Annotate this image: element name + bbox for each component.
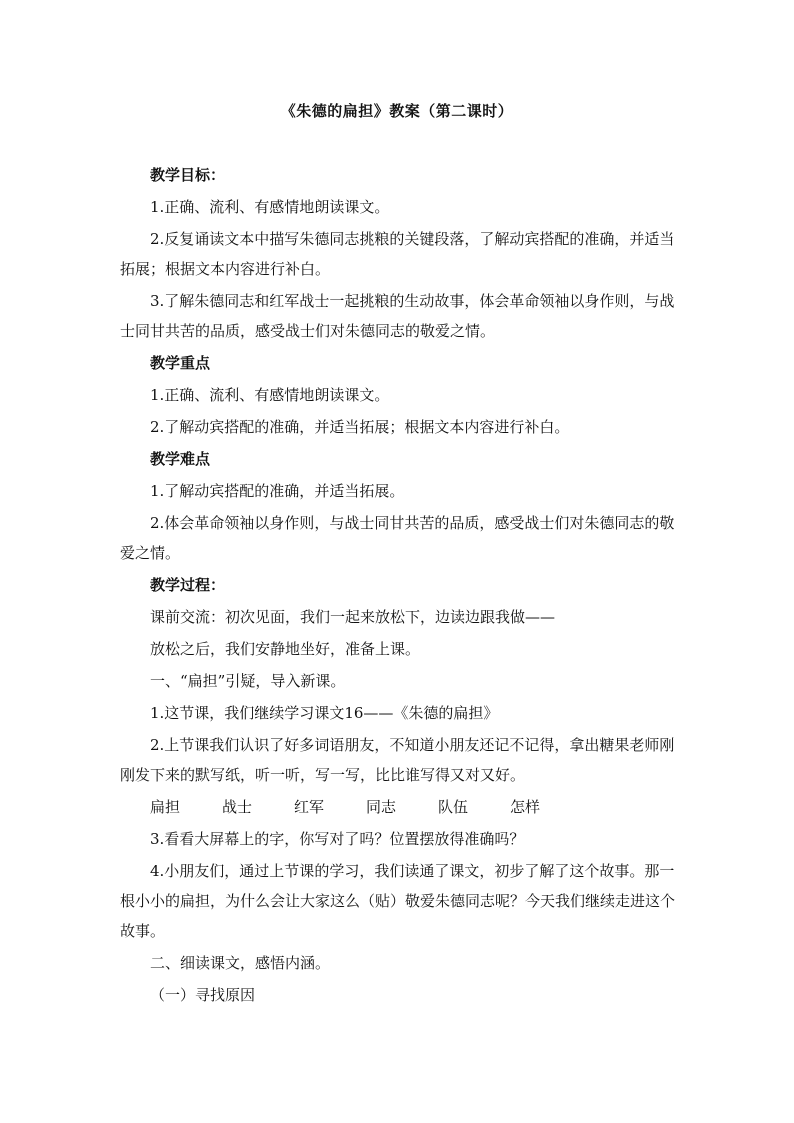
section-1-step-4: 4.小朋友们，通过上节课的学习，我们读通了课文，初步了解了这个故事。那一根小小的扁担，为什么会让大家这么（贴）敬爱朱德同志呢？今天我们继续走进这个故事。	[120, 862, 676, 940]
difficult-point-2: 2.体会革命领袖以身作则，与战士同甘共苦的品质，感受战士们对朱德同志的敬爱之情。	[120, 514, 675, 562]
section-2-heading: 二、细读课文，感悟内涵。	[150, 954, 331, 972]
section-1-step-2: 2.上节课我们认识了好多词语朋友，不知道小朋友还记不记得，拿出糖果老师刚刚发下来的默写纸，听一听，写一写，比比谁写得又对又好。	[120, 736, 675, 784]
vocab-word: 怎样	[510, 798, 541, 816]
section-1-step-3: 3.看看大屏幕上的字，你写对了吗？位置摆放得准确吗？	[150, 830, 525, 848]
goal-3: 3.了解朱德同志和红军战士一起挑粮的生动故事，体会革命领袖以身作则，与战士同甘共苦的品质，感受战士们对朱德同志的敬爱之情。	[120, 292, 675, 340]
goals-heading: 教学目标：	[150, 166, 226, 184]
section-1-step-1: 1.这节课，我们继续学习课文16——《朱德的扁担》	[150, 704, 499, 722]
goal-1: 1.正确、流利、有感情地朗读课文。	[150, 198, 390, 216]
difficult-points-heading: 教学难点	[150, 450, 211, 468]
pre-class-exchange: 课前交流：初次见面，我们一起来放松下，边读边跟我做——	[150, 608, 556, 626]
pre-class-settle: 放松之后，我们安静地坐好，准备上课。	[150, 640, 421, 658]
vocab-word: 扁担	[150, 798, 181, 816]
section-1-heading: 一、“扁担”引疑，导入新课。	[150, 672, 346, 690]
vocab-word: 战士	[222, 798, 253, 816]
key-point-1: 1.正确、流利、有感情地朗读课文。	[150, 386, 390, 404]
key-points-heading: 教学重点	[150, 354, 211, 372]
vocab-word: 红军	[294, 798, 325, 816]
difficult-point-1: 1.了解动宾搭配的准确，并适当拓展。	[150, 482, 405, 500]
vocab-word: 队伍	[438, 798, 469, 816]
page-title: 《朱德的扁担》教案（第二课时）	[280, 102, 514, 120]
process-heading: 教学过程：	[150, 576, 226, 594]
key-point-2: 2.了解动宾搭配的准确，并适当拓展；根据文本内容进行补白。	[150, 418, 570, 436]
document-body	[120, 160, 680, 1012]
vocab-word: 同志	[366, 798, 397, 816]
vocabulary-list	[120, 792, 680, 822]
goal-2: 2.反复诵读文本中描写朱德同志挑粮的关键段落，了解动宾搭配的准确，并适当拓展；根据文本内容进行补白。	[120, 230, 675, 278]
section-2-subheading-1: （一）寻找原因	[150, 986, 256, 1004]
